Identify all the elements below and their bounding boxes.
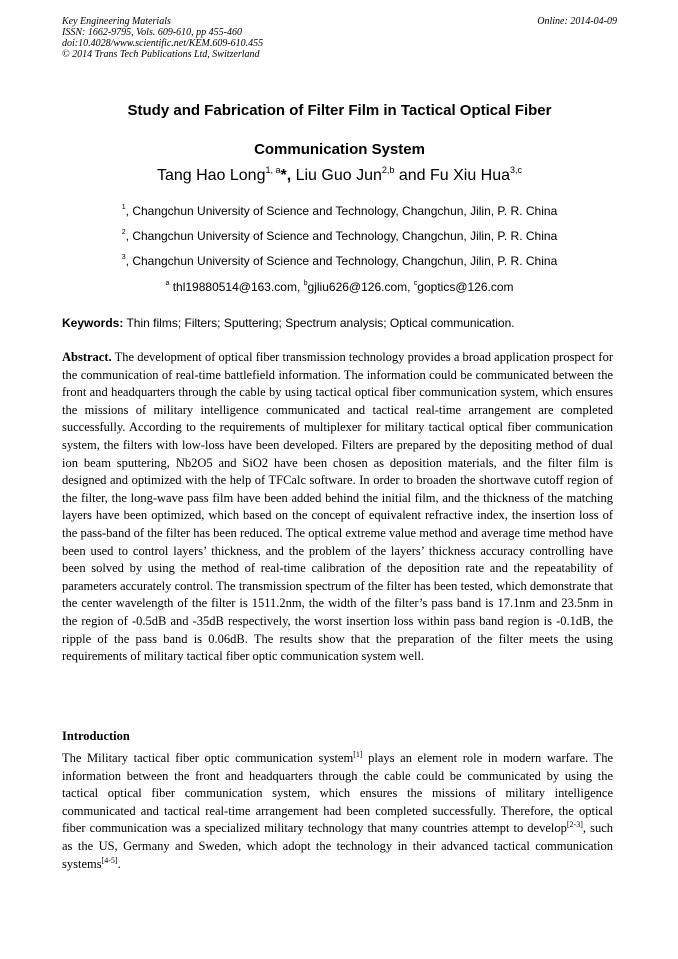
affiliations xyxy=(62,202,617,296)
intro-text: . xyxy=(117,856,121,871)
author-list xyxy=(62,166,617,186)
affiliation-number: 1 xyxy=(121,204,126,211)
affiliation-number: 2 xyxy=(121,229,126,236)
journal-name: Key Engineering Materials xyxy=(62,16,171,27)
affiliation-line xyxy=(62,252,617,277)
intro-text: plays an element role in modern warfare. The information between the front and headquarters through the cable could be communicated by using the tactical optical fiber communication system, which ensures the missions of military intelligence communicated and tactical real-time arrangement had been completed successfully. Therefore, the optical fiber communication was a specialized military technology that many countries attempt to develop xyxy=(62,751,613,836)
email-superscript: c xyxy=(413,280,418,287)
section-heading-introduction: Introduction xyxy=(62,729,130,743)
keywords-label: Keywords: xyxy=(62,316,124,330)
email-superscript: b xyxy=(303,280,308,287)
affiliation-text: , Changchun University of Science and Technology, Changchun, Jilin, P. R. China xyxy=(125,254,558,268)
citation-ref[interactable]: [4-5] xyxy=(101,855,118,865)
author-name: Liu Guo Jun xyxy=(291,167,382,184)
abstract-section xyxy=(62,349,613,666)
keywords-text: Thin films; Filters; Sputtering; Spectrum analysis; Optical communication. xyxy=(123,316,515,330)
affiliation-number: 3 xyxy=(121,254,126,261)
abstract-text: The development of optical fiber transmission technology provides a broad application prospect for the communication of real-time battlefield information. The information could be communicated between the front and headquarters through the cable by using tactical optical fiber communication system, which ensures the missions of military intelligence communicated and tactical real-time arrangement are completed successfully. According to the requirements of multiplexer for military tactical optical fiber communication system, the filters with low-loss have been developed. Filters are prepared by the depositing method of dual ion beam sputtering, Nb2O5 and SiO2 have been chosen as deposition materials, and the filter film is designed and optimized with the help of TFCalc software. In order to broaden the shortwave cutoff region of the filter, the long-wave pass film have been added behind the initial film, and the thickness of the matching layers have been optimized, which based on the concept of equivalent refractive index, the insertion loss of the pass-band of the filter has been reduced. The optical extreme value method and average time method have been used to control layers’ thickness, and the problem of the layers’ thickness accuracy controlling have been solved by using the method of real-time calibration of the deposition rate and the repeatability of parameters accurately control. The transmission spectrum of the filter has been tested, which demonstrate that the center wavelength of the filter is 1511.2nm, the width of the filter’s pass band is 17.1nm and 23.5nm in the region of -0.5dB and -35dB respectively, the worst insertion loss within pass band region is -0.1dB, the ripple of the pass band is 0.06dB. The results show that the preparation of the filter meets the using requirements of military tactical fiber optic communication system well. xyxy=(62,350,613,664)
corresponding-mark: *, xyxy=(280,167,292,184)
email-c[interactable]: goptics@126.com xyxy=(417,280,514,294)
doi-line: doi:10.4028/www.scientific.net/KEM.609-610.455 xyxy=(62,38,264,49)
author-name: Tang Hao Long xyxy=(156,167,266,184)
author-superscript: 2,b xyxy=(381,165,395,175)
affiliation-line xyxy=(62,202,617,227)
author-name: and Fu Xiu Hua xyxy=(394,167,511,184)
email-superscript: a xyxy=(165,280,170,287)
online-date: Online: 2014-04-09 xyxy=(537,16,617,27)
abstract-label: Abstract. xyxy=(62,350,112,364)
title-line-2: Communication System xyxy=(254,141,425,158)
affiliation-line xyxy=(62,227,617,252)
email-a[interactable]: thl19880514@163.com, xyxy=(169,280,304,294)
affiliation-text: , Changchun University of Science and Technology, Changchun, Jilin, P. R. China xyxy=(125,229,558,243)
author-superscript: 3,c xyxy=(510,165,523,175)
affiliation-text: , Changchun University of Science and Technology, Changchun, Jilin, P. R. China xyxy=(125,204,558,218)
intro-text: The Military tactical fiber optic communication system xyxy=(62,751,354,765)
citation-ref[interactable]: [2-3] xyxy=(566,820,583,830)
copyright-line: © 2014 Trans Tech Publications Ltd, Switzerland xyxy=(62,49,260,60)
publication-header xyxy=(62,16,617,60)
issn-line: ISSN: 1662-9795, Vols. 609-610, pp 455-460 xyxy=(62,27,242,38)
intro-text: , such as the US, Germany and Sweden, which adopt the technology in their advanced tactical communication systems xyxy=(62,821,613,871)
paper-title xyxy=(62,91,617,169)
keywords-section xyxy=(62,314,617,332)
title-line-1: Study and Fabrication of Filter Film in Tactical Optical Fiber xyxy=(127,102,552,119)
author-superscript: 1, a xyxy=(265,165,281,175)
author-emails xyxy=(62,278,617,296)
introduction-paragraph xyxy=(62,750,613,873)
citation-ref[interactable]: [1] xyxy=(353,750,363,759)
email-b[interactable]: gjliu626@126.com, xyxy=(307,280,414,294)
